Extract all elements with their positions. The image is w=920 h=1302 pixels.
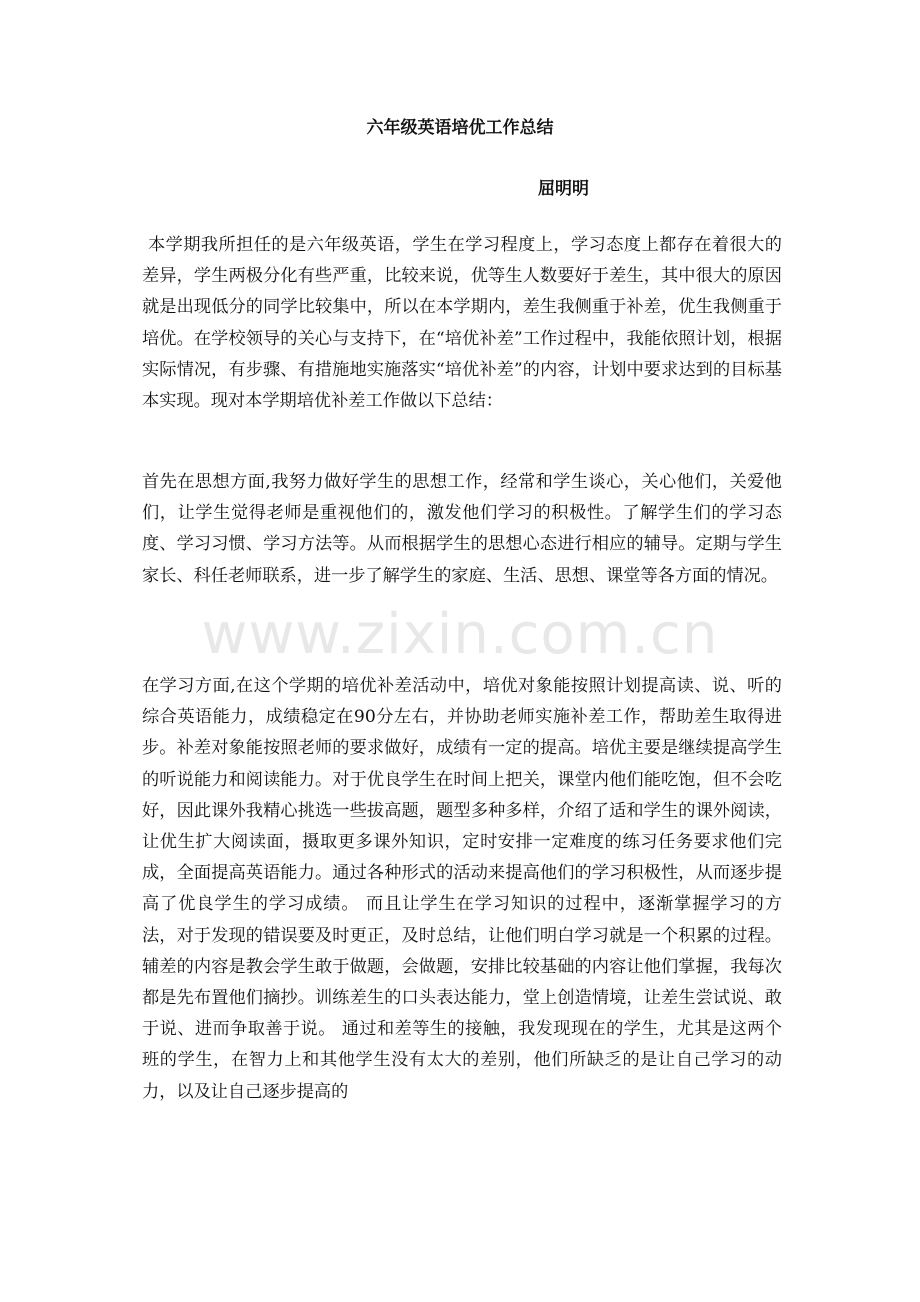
document-title: 六年级英语培优工作总结 <box>366 118 554 138</box>
paragraph-study: 在学习方面,在这个学期的培优补差活动中，培优对象能按照计划提高读、说、听的综合英语能力，成绩稳定在90分左右，并协助老师实施补差工作，帮助差生取得进步。补差对象能按照老师的要求做好，成绩有一定的提高。培优主要是继续提高学生的听说能力和阅读能力。对于优良学生在时间上把关，课堂内他们能吃饱，但不会吃好，因此课外我精心挑选一些拔高题，题型多种多样，介绍了适和学生的课外阅读，让优生扩大阅读面，摄取更多课外知识，定时安排一定难度的练习任务要求他们完成，全面提高英语能力。通过各种形式的活动来提高他们的学习积极性，从而逐步提高了优良学生的学习成绩。 而且让学生在学习知识的过程中，逐渐掌握学习的方法，对于发现的错误要及时更正，及时总结，让他们明白学习就是一个积累的过程。辅差的内容是教会学生敢于做题，会做题，安排比较基础的内容让他们掌握，我每次都是先布置他们摘抄。训练差生的口头表达能力，堂上创造情境，让差生尝试说、敢于说、进而争取善于说。 通过和差等生的接触，我发现现在的学生，尤其是这两个班的学生，在智力上和其他学生没有太大的差别，他们所缺乏的是让自己学习的动力，以及让自己逐步提高的 <box>142 676 782 1102</box>
paragraph-intro: 本学期我所担任的是六年级英语，学生在学习程度上，学习态度上都存在着很大的差异，学生两极分化有些严重，比较来说，优等生人数要好于差生，其中很大的原因就是出现低分的同学比较集中，所以在本学期内，差生我侧重于补差，优生我侧重于培优。在学校领导的关心与支持下，在“培优补差”工作过程中，我能依照计划，根据实际情况，有步骤、有措施地实施落实“培优补差”的内容，计划中要求达到的目标基本实现。现对本学期培优补差工作做以下总结： <box>142 235 782 412</box>
watermark: www.zixin.com.cn <box>201 602 719 667</box>
document-author: 屈明明 <box>538 179 589 199</box>
paragraph-thinking: 首先在思想方面,我努力做好学生的思想工作，经常和学生谈心，关心他们，关爱他们，让学生觉得老师是重视他们的，激发他们学习的积极性。了解学生们的学习态度、学习习惯、学习方法等。从而根据学生的思想心态进行相应的辅导。定期与学生家长、科任老师联系，进一步了解学生的家庭、生活、思想、课堂等各方面的情况。 <box>142 472 782 586</box>
